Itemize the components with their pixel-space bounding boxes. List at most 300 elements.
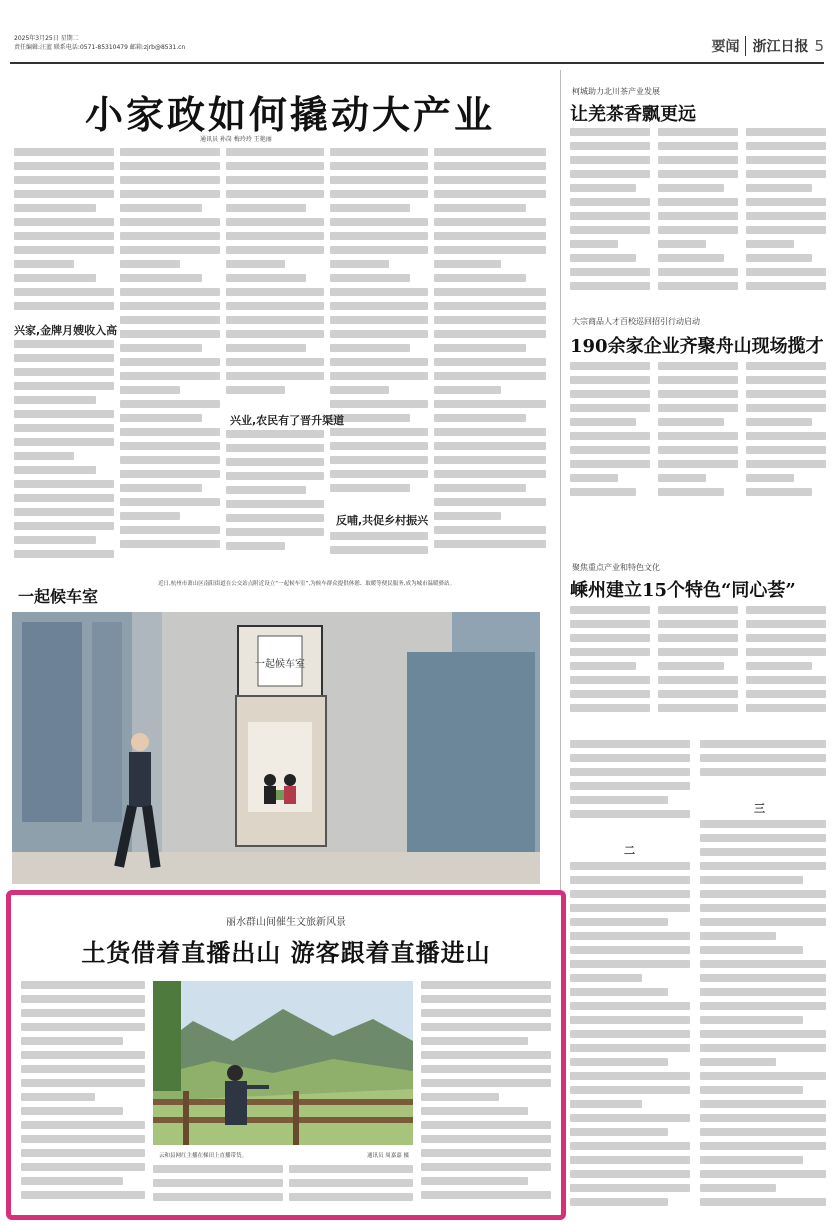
text-line	[226, 176, 324, 184]
text-line	[658, 690, 738, 698]
text-line	[120, 204, 202, 212]
text-line	[14, 536, 96, 544]
text-line	[570, 810, 690, 818]
text-line	[421, 1093, 499, 1101]
text-line	[153, 1179, 283, 1187]
byline: 通讯员 孙岗 梅玲玲 王艳丽	[200, 136, 272, 143]
text-line	[21, 1093, 95, 1101]
article-kicker: 柯城助力北川茶产业发展	[572, 87, 660, 96]
page-number: 5	[814, 37, 824, 55]
text-line	[658, 418, 724, 426]
text-line	[658, 240, 706, 248]
text-line	[330, 190, 428, 198]
text-line	[226, 274, 306, 282]
body-text-block	[14, 340, 114, 566]
text-line	[746, 446, 826, 454]
section-marker-three: 三	[754, 802, 765, 815]
body-text-block	[570, 740, 690, 836]
text-line	[658, 460, 738, 468]
text-line	[746, 212, 826, 220]
text-line	[421, 1135, 551, 1143]
text-line	[226, 204, 306, 212]
text-line	[330, 274, 410, 282]
text-line	[658, 404, 738, 412]
text-line	[570, 1086, 690, 1094]
text-line	[153, 1165, 283, 1173]
text-line	[120, 386, 180, 394]
text-line	[700, 1100, 826, 1108]
text-line	[120, 344, 202, 352]
text-line	[746, 460, 826, 468]
text-line	[289, 1165, 413, 1173]
text-line	[434, 148, 546, 156]
text-line	[700, 754, 826, 762]
text-line	[700, 960, 826, 968]
text-line	[14, 218, 114, 226]
highlight-photo-caption	[159, 1151, 409, 1159]
text-line	[658, 648, 738, 656]
text-line	[570, 796, 668, 804]
body-text-block	[289, 1165, 413, 1211]
body-text-block	[658, 362, 738, 512]
text-line	[330, 316, 428, 324]
main-headline: 小家政如何撬动大产业	[84, 92, 495, 137]
text-line	[14, 176, 114, 184]
text-line	[434, 330, 546, 338]
text-line	[120, 162, 220, 170]
text-line	[330, 470, 428, 478]
text-line	[120, 288, 220, 296]
text-line	[570, 634, 650, 642]
text-line	[434, 428, 546, 436]
text-line	[570, 240, 618, 248]
text-line	[700, 1114, 826, 1122]
text-line	[570, 254, 636, 262]
text-line	[746, 488, 812, 496]
text-line	[226, 330, 324, 338]
text-line	[226, 288, 324, 296]
text-line	[570, 946, 690, 954]
text-line	[21, 1009, 145, 1017]
article-kicker: 聚焦重点产业和特色文化	[572, 563, 660, 572]
body-text-block	[153, 1165, 283, 1211]
text-line	[570, 362, 650, 370]
text-line	[421, 1149, 551, 1157]
text-line	[421, 1163, 551, 1171]
text-line	[746, 704, 826, 712]
text-line	[570, 862, 690, 870]
text-line	[14, 190, 114, 198]
text-line	[14, 302, 114, 310]
text-line	[14, 522, 114, 530]
text-line	[658, 432, 738, 440]
text-line	[330, 260, 389, 268]
text-line	[658, 662, 724, 670]
header-meta	[14, 34, 185, 52]
article-kicker: 大宗商品人才百校巡回招引行动启动	[572, 317, 700, 326]
text-line	[21, 1037, 123, 1045]
text-line	[570, 1058, 668, 1066]
text-line	[330, 162, 428, 170]
text-line	[421, 1191, 551, 1199]
text-line	[226, 444, 324, 452]
text-line	[700, 820, 826, 828]
text-line	[746, 282, 826, 290]
text-line	[746, 648, 826, 656]
body-text-block	[21, 981, 145, 1211]
text-line	[658, 446, 738, 454]
text-line	[658, 676, 738, 684]
text-line	[570, 1114, 690, 1122]
caption-credit: 通讯员 周嘉嘉 摄	[367, 1153, 409, 1159]
article-title: 190余家企业齐聚舟山现场揽才	[570, 336, 824, 357]
text-line	[570, 1100, 642, 1108]
text-line	[700, 1044, 826, 1052]
text-line	[570, 974, 642, 982]
body-text-block	[700, 820, 826, 1216]
text-line	[120, 302, 220, 310]
text-line	[570, 390, 650, 398]
text-line	[289, 1179, 413, 1187]
text-line	[700, 876, 803, 884]
text-line	[570, 662, 636, 670]
text-line	[570, 620, 650, 628]
text-line	[658, 488, 724, 496]
text-line	[746, 662, 812, 670]
text-line	[570, 1198, 668, 1206]
text-line	[570, 376, 650, 384]
text-line	[120, 414, 202, 422]
text-line	[421, 1051, 551, 1059]
text-line	[570, 1072, 690, 1080]
text-line	[700, 1058, 776, 1066]
text-line	[700, 1170, 826, 1178]
text-line	[658, 474, 706, 482]
text-line	[120, 400, 220, 408]
highlight-kicker: 丽水群山间催生文旅新风景	[226, 917, 346, 928]
text-line	[700, 946, 803, 954]
text-line	[14, 274, 96, 282]
text-line	[746, 268, 826, 276]
text-line	[658, 142, 738, 150]
text-line	[700, 834, 826, 842]
text-line	[434, 260, 501, 268]
subhead-xingjia: 兴家,金牌月嫂收入高	[14, 324, 118, 337]
text-line	[14, 260, 74, 268]
text-line	[570, 768, 690, 776]
text-line	[570, 212, 650, 220]
issue-date: 2025年3月25日 星期二	[14, 35, 79, 42]
text-line	[700, 932, 776, 940]
body-text-block	[434, 148, 546, 566]
text-line	[14, 466, 96, 474]
text-line	[434, 204, 526, 212]
text-line	[14, 396, 96, 404]
caption-text: 云和县网红主播在梯田上直播带货。	[159, 1153, 248, 1159]
text-line	[120, 470, 220, 478]
text-line	[120, 512, 180, 520]
text-line	[226, 542, 285, 550]
text-line	[570, 676, 650, 684]
text-line	[434, 498, 546, 506]
text-line	[120, 526, 220, 534]
text-line	[658, 254, 724, 262]
text-line	[21, 1121, 145, 1129]
text-line	[658, 156, 738, 164]
waiting-room-photo	[12, 612, 540, 884]
text-line	[570, 1142, 690, 1150]
text-line	[746, 198, 826, 206]
text-line	[226, 344, 306, 352]
text-line	[14, 382, 114, 390]
text-line	[226, 190, 324, 198]
text-line	[658, 282, 738, 290]
body-text-block	[746, 606, 826, 724]
body-text-block	[570, 362, 650, 512]
body-text-block	[658, 606, 738, 724]
photo-story-title: 一起候车室	[18, 587, 99, 606]
waiting-room-illustration	[12, 612, 540, 884]
text-line	[14, 340, 114, 348]
text-line	[434, 358, 546, 366]
text-line	[120, 442, 220, 450]
text-line	[700, 862, 826, 870]
subhead-xingye: 兴业,农民有了晋升渠道	[230, 414, 345, 427]
text-line	[746, 128, 826, 136]
text-line	[658, 390, 738, 398]
text-line	[700, 1030, 826, 1038]
text-line	[746, 418, 812, 426]
text-line	[226, 260, 285, 268]
text-line	[700, 1142, 826, 1150]
body-text-block	[421, 981, 551, 1211]
text-line	[226, 472, 324, 480]
text-line	[421, 981, 551, 989]
body-text-block	[14, 148, 114, 318]
text-line	[434, 386, 501, 394]
text-line	[226, 372, 324, 380]
text-line	[14, 550, 114, 558]
text-line	[570, 740, 690, 748]
text-line	[21, 1051, 145, 1059]
text-line	[421, 1107, 528, 1115]
text-line	[434, 442, 546, 450]
text-line	[434, 400, 546, 408]
text-line	[14, 354, 114, 362]
text-line	[700, 904, 826, 912]
text-line	[226, 246, 324, 254]
text-line	[330, 484, 410, 492]
text-line	[421, 1121, 551, 1129]
text-line	[120, 190, 220, 198]
text-line	[570, 156, 650, 164]
text-line	[434, 190, 546, 198]
text-line	[658, 212, 738, 220]
livestream-photo	[153, 981, 413, 1145]
text-line	[120, 456, 220, 464]
text-line	[570, 648, 650, 656]
body-text-block	[746, 362, 826, 512]
text-line	[570, 488, 636, 496]
text-line	[226, 458, 324, 466]
text-line	[570, 184, 636, 192]
text-line	[120, 372, 220, 380]
text-line	[120, 498, 220, 506]
text-line	[14, 424, 114, 432]
text-line	[226, 500, 324, 508]
text-line	[226, 386, 285, 394]
text-line	[330, 428, 428, 436]
text-line	[421, 1009, 551, 1017]
text-line	[570, 142, 650, 150]
text-line	[700, 768, 826, 776]
text-line	[570, 918, 668, 926]
text-line	[434, 484, 526, 492]
text-line	[421, 1079, 551, 1087]
text-line	[434, 162, 546, 170]
text-line	[746, 184, 812, 192]
text-line	[570, 1016, 690, 1024]
text-line	[746, 690, 826, 698]
header-right	[711, 36, 824, 56]
text-line	[153, 1193, 283, 1201]
text-line	[570, 1170, 690, 1178]
text-line	[746, 432, 826, 440]
text-line	[700, 890, 826, 898]
text-line	[570, 904, 690, 912]
text-line	[14, 162, 114, 170]
text-line	[226, 218, 324, 226]
text-line	[14, 288, 114, 296]
text-line	[330, 456, 428, 464]
text-line	[746, 376, 826, 384]
text-line	[330, 546, 428, 554]
text-line	[570, 1128, 668, 1136]
text-line	[120, 316, 220, 324]
text-line	[658, 620, 738, 628]
text-line	[120, 232, 220, 240]
text-line	[14, 508, 114, 516]
text-line	[120, 148, 220, 156]
text-line	[570, 754, 690, 762]
text-line	[434, 344, 526, 352]
text-line	[120, 246, 220, 254]
text-line	[746, 362, 826, 370]
text-line	[21, 981, 145, 989]
text-line	[658, 704, 738, 712]
text-line	[700, 1072, 826, 1080]
text-line	[21, 1191, 145, 1199]
text-line	[21, 1163, 145, 1171]
text-line	[421, 1023, 551, 1031]
editor-info: 责任编辑:汪蓝 联系电话:0571-85310479 邮箱:zjrb@8531.cn	[14, 44, 186, 51]
text-line	[434, 456, 546, 464]
text-line	[434, 302, 546, 310]
text-line	[21, 1107, 123, 1115]
text-line	[570, 988, 668, 996]
text-line	[226, 528, 324, 536]
body-text-block	[700, 740, 826, 788]
text-line	[658, 634, 738, 642]
text-line	[21, 1135, 145, 1143]
text-line	[120, 330, 220, 338]
text-line	[421, 1177, 528, 1185]
body-text-block	[570, 128, 650, 300]
text-line	[330, 246, 428, 254]
text-line	[120, 428, 220, 436]
text-line	[658, 362, 738, 370]
text-line	[570, 1184, 690, 1192]
text-line	[570, 418, 636, 426]
text-line	[14, 452, 74, 460]
text-line	[700, 1128, 826, 1136]
text-line	[21, 1149, 145, 1157]
text-line	[746, 170, 826, 178]
photo-story-caption: 近日,杭州市萧山区南阳街道在公交站点附近设立“一起候车室”,为候车群众提供休憩、取暖等便民服务,成为城市温暖驿站。	[158, 581, 455, 587]
text-line	[330, 302, 428, 310]
text-line	[421, 1037, 528, 1045]
text-line	[226, 430, 324, 438]
text-line	[746, 240, 794, 248]
text-line	[746, 156, 826, 164]
highlighted-article	[6, 890, 566, 1220]
text-line	[434, 526, 546, 534]
text-line	[14, 410, 114, 418]
text-line	[434, 232, 546, 240]
text-line	[434, 316, 546, 324]
text-line	[330, 344, 410, 352]
text-line	[570, 128, 650, 136]
text-line	[330, 176, 428, 184]
text-line	[570, 932, 690, 940]
text-line	[21, 995, 145, 1003]
text-line	[700, 848, 826, 856]
text-line	[570, 282, 650, 290]
text-line	[434, 470, 546, 478]
text-line	[289, 1193, 413, 1201]
text-line	[570, 474, 618, 482]
subhead-fanbu: 反哺,共促乡村振兴	[336, 514, 429, 527]
text-line	[570, 782, 690, 790]
text-line	[330, 148, 428, 156]
text-line	[570, 226, 650, 234]
body-text-block	[746, 128, 826, 300]
text-line	[421, 1065, 551, 1073]
article-title: 嵊州建立15个特色“同心荟”	[570, 580, 796, 601]
text-line	[330, 288, 428, 296]
text-line	[434, 540, 546, 548]
body-text-block	[570, 606, 650, 724]
text-line	[434, 512, 501, 520]
text-line	[700, 1198, 826, 1206]
text-line	[226, 148, 324, 156]
text-line	[570, 404, 650, 412]
text-line	[226, 358, 324, 366]
text-line	[746, 142, 826, 150]
page-header	[10, 34, 824, 64]
text-line	[746, 606, 826, 614]
text-line	[14, 246, 114, 254]
text-line	[570, 446, 650, 454]
text-line	[570, 1030, 690, 1038]
highlight-title: 土货借着直播出山 游客跟着直播进山	[81, 938, 491, 967]
text-line	[14, 494, 114, 502]
text-line	[434, 246, 546, 254]
body-text-block	[570, 862, 690, 1216]
text-line	[570, 198, 650, 206]
text-line	[700, 1016, 803, 1024]
text-line	[14, 480, 114, 488]
